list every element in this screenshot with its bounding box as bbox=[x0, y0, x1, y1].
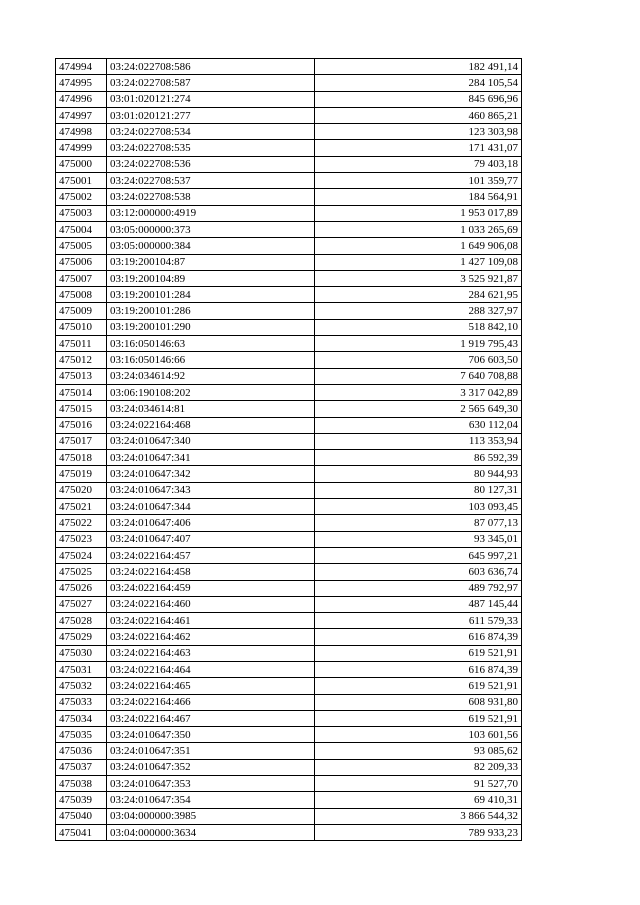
value-cell: 706 603,50 bbox=[315, 352, 522, 368]
row-id-cell: 475019 bbox=[56, 466, 107, 482]
cadastral-number-cell: 03:24:022164:463 bbox=[107, 645, 315, 661]
cadastral-number-cell: 03:24:010647:350 bbox=[107, 727, 315, 743]
row-id-cell: 475000 bbox=[56, 156, 107, 172]
table-row bbox=[56, 75, 522, 91]
value-cell: 487 145,44 bbox=[315, 596, 522, 612]
cadastral-number-cell: 03:01:020121:274 bbox=[107, 91, 315, 107]
value-cell: 2 565 649,30 bbox=[315, 401, 522, 417]
table-row bbox=[56, 759, 522, 775]
cadastral-number-cell: 03:04:000000:3634 bbox=[107, 824, 315, 840]
cadastral-number-cell: 03:24:022708:538 bbox=[107, 189, 315, 205]
value-cell: 619 521,91 bbox=[315, 678, 522, 694]
value-cell: 103 601,56 bbox=[315, 727, 522, 743]
value-cell: 611 579,33 bbox=[315, 613, 522, 629]
value-cell: 3 317 042,89 bbox=[315, 384, 522, 400]
table-row bbox=[56, 727, 522, 743]
cadastral-number-cell: 03:19:200101:290 bbox=[107, 319, 315, 335]
cadastral-number-cell: 03:19:200104:89 bbox=[107, 270, 315, 286]
row-id-cell: 475007 bbox=[56, 270, 107, 286]
row-id-cell: 475006 bbox=[56, 254, 107, 270]
table-row bbox=[56, 645, 522, 661]
cadastral-number-cell: 03:24:022164:457 bbox=[107, 547, 315, 563]
row-id-cell: 475040 bbox=[56, 808, 107, 824]
row-id-cell: 475013 bbox=[56, 368, 107, 384]
row-id-cell: 475009 bbox=[56, 303, 107, 319]
row-id-cell: 475035 bbox=[56, 727, 107, 743]
table-row bbox=[56, 515, 522, 531]
table-row bbox=[56, 629, 522, 645]
row-id-cell: 475001 bbox=[56, 173, 107, 189]
table-row bbox=[56, 547, 522, 563]
cadastral-number-cell: 03:16:050146:63 bbox=[107, 336, 315, 352]
row-id-cell: 474997 bbox=[56, 107, 107, 123]
table-row bbox=[56, 710, 522, 726]
row-id-cell: 475032 bbox=[56, 678, 107, 694]
cadastral-number-cell: 03:24:010647:342 bbox=[107, 466, 315, 482]
value-cell: 69 410,31 bbox=[315, 792, 522, 808]
table-row bbox=[56, 254, 522, 270]
value-cell: 619 521,91 bbox=[315, 645, 522, 661]
table-row bbox=[56, 368, 522, 384]
cadastral-number-cell: 03:24:010647:354 bbox=[107, 792, 315, 808]
table-row bbox=[56, 792, 522, 808]
table-row bbox=[56, 450, 522, 466]
table-row bbox=[56, 287, 522, 303]
value-cell: 82 209,33 bbox=[315, 759, 522, 775]
table-row bbox=[56, 531, 522, 547]
cadastral-number-cell: 03:24:022708:537 bbox=[107, 173, 315, 189]
cadastral-number-cell: 03:24:022164:466 bbox=[107, 694, 315, 710]
row-id-cell: 475018 bbox=[56, 450, 107, 466]
row-id-cell: 475027 bbox=[56, 596, 107, 612]
row-id-cell: 475016 bbox=[56, 417, 107, 433]
table-row bbox=[56, 433, 522, 449]
value-cell: 518 842,10 bbox=[315, 319, 522, 335]
cadastral-number-cell: 03:24:010647:406 bbox=[107, 515, 315, 531]
cadastral-number-cell: 03:19:200101:286 bbox=[107, 303, 315, 319]
value-cell: 86 592,39 bbox=[315, 450, 522, 466]
row-id-cell: 475028 bbox=[56, 613, 107, 629]
value-cell: 101 359,77 bbox=[315, 173, 522, 189]
row-id-cell: 475041 bbox=[56, 824, 107, 840]
table-row bbox=[56, 156, 522, 172]
row-id-cell: 475039 bbox=[56, 792, 107, 808]
table-body bbox=[56, 59, 522, 841]
row-id-cell: 475014 bbox=[56, 384, 107, 400]
table-row bbox=[56, 401, 522, 417]
value-cell: 619 521,91 bbox=[315, 710, 522, 726]
table-row bbox=[56, 824, 522, 840]
value-cell: 1 919 795,43 bbox=[315, 336, 522, 352]
value-cell: 171 431,07 bbox=[315, 140, 522, 156]
value-cell: 489 792,97 bbox=[315, 580, 522, 596]
cadastral-number-cell: 03:24:022164:468 bbox=[107, 417, 315, 433]
row-id-cell: 475037 bbox=[56, 759, 107, 775]
row-id-cell: 475002 bbox=[56, 189, 107, 205]
cadastral-number-cell: 03:24:022164:459 bbox=[107, 580, 315, 596]
cadastral-number-cell: 03:01:020121:277 bbox=[107, 107, 315, 123]
value-cell: 630 112,04 bbox=[315, 417, 522, 433]
value-cell: 3 525 921,87 bbox=[315, 270, 522, 286]
value-cell: 87 077,13 bbox=[315, 515, 522, 531]
row-id-cell: 475008 bbox=[56, 287, 107, 303]
cadastral-number-cell: 03:24:022708:535 bbox=[107, 140, 315, 156]
value-cell: 608 931,80 bbox=[315, 694, 522, 710]
cadastral-number-cell: 03:24:022708:536 bbox=[107, 156, 315, 172]
value-cell: 3 866 544,32 bbox=[315, 808, 522, 824]
row-id-cell: 475030 bbox=[56, 645, 107, 661]
row-id-cell: 475025 bbox=[56, 564, 107, 580]
row-id-cell: 475010 bbox=[56, 319, 107, 335]
row-id-cell: 475003 bbox=[56, 205, 107, 221]
table-row bbox=[56, 107, 522, 123]
cadastral-number-cell: 03:04:000000:3985 bbox=[107, 808, 315, 824]
value-cell: 603 636,74 bbox=[315, 564, 522, 580]
cadastral-number-cell: 03:19:200101:284 bbox=[107, 287, 315, 303]
row-id-cell: 475024 bbox=[56, 547, 107, 563]
row-id-cell: 474999 bbox=[56, 140, 107, 156]
value-cell: 123 303,98 bbox=[315, 124, 522, 140]
table-row bbox=[56, 336, 522, 352]
cadastral-number-cell: 03:24:022708:534 bbox=[107, 124, 315, 140]
table-row bbox=[56, 319, 522, 335]
value-cell: 7 640 708,88 bbox=[315, 368, 522, 384]
cadastral-number-cell: 03:24:010647:407 bbox=[107, 531, 315, 547]
value-cell: 288 327,97 bbox=[315, 303, 522, 319]
cadastral-number-cell: 03:24:034614:92 bbox=[107, 368, 315, 384]
table-row bbox=[56, 776, 522, 792]
row-id-cell: 475026 bbox=[56, 580, 107, 596]
value-cell: 1 033 265,69 bbox=[315, 221, 522, 237]
cadastral-number-cell: 03:24:034614:81 bbox=[107, 401, 315, 417]
table-row bbox=[56, 270, 522, 286]
table-row bbox=[56, 124, 522, 140]
table-row bbox=[56, 743, 522, 759]
value-cell: 284 621,95 bbox=[315, 287, 522, 303]
row-id-cell: 474994 bbox=[56, 59, 107, 75]
row-id-cell: 475034 bbox=[56, 710, 107, 726]
table-row bbox=[56, 303, 522, 319]
value-cell: 789 933,23 bbox=[315, 824, 522, 840]
row-id-cell: 474995 bbox=[56, 75, 107, 91]
cadastral-number-cell: 03:12:000000:4919 bbox=[107, 205, 315, 221]
row-id-cell: 475011 bbox=[56, 336, 107, 352]
value-cell: 1 649 906,08 bbox=[315, 238, 522, 254]
table-row bbox=[56, 466, 522, 482]
row-id-cell: 475005 bbox=[56, 238, 107, 254]
table-row bbox=[56, 205, 522, 221]
cadastral-number-cell: 03:24:010647:352 bbox=[107, 759, 315, 775]
table-row bbox=[56, 140, 522, 156]
cadastral-number-cell: 03:24:022164:458 bbox=[107, 564, 315, 580]
value-cell: 80 944,93 bbox=[315, 466, 522, 482]
cadastral-number-cell: 03:19:200104:87 bbox=[107, 254, 315, 270]
table-row bbox=[56, 238, 522, 254]
table-row bbox=[56, 596, 522, 612]
value-cell: 91 527,70 bbox=[315, 776, 522, 792]
value-cell: 79 403,18 bbox=[315, 156, 522, 172]
row-id-cell: 475033 bbox=[56, 694, 107, 710]
cadastral-number-cell: 03:24:010647:341 bbox=[107, 450, 315, 466]
value-cell: 93 345,01 bbox=[315, 531, 522, 547]
row-id-cell: 475004 bbox=[56, 221, 107, 237]
table-row bbox=[56, 221, 522, 237]
value-cell: 93 085,62 bbox=[315, 743, 522, 759]
row-id-cell: 475038 bbox=[56, 776, 107, 792]
value-cell: 616 874,39 bbox=[315, 661, 522, 677]
cadastral-number-cell: 03:24:010647:344 bbox=[107, 499, 315, 515]
cadastral-number-cell: 03:24:010647:351 bbox=[107, 743, 315, 759]
value-cell: 103 093,45 bbox=[315, 499, 522, 515]
value-cell: 1 953 017,89 bbox=[315, 205, 522, 221]
cadastral-number-cell: 03:05:000000:373 bbox=[107, 221, 315, 237]
row-id-cell: 475036 bbox=[56, 743, 107, 759]
cadastral-number-cell: 03:24:010647:343 bbox=[107, 482, 315, 498]
row-id-cell: 475023 bbox=[56, 531, 107, 547]
table-row bbox=[56, 564, 522, 580]
cadastral-number-cell: 03:16:050146:66 bbox=[107, 352, 315, 368]
table-row bbox=[56, 384, 522, 400]
cadastral-number-cell: 03:24:022708:587 bbox=[107, 75, 315, 91]
table-row bbox=[56, 173, 522, 189]
row-id-cell: 474996 bbox=[56, 91, 107, 107]
table-row bbox=[56, 499, 522, 515]
row-id-cell: 474998 bbox=[56, 124, 107, 140]
table-row bbox=[56, 580, 522, 596]
row-id-cell: 475029 bbox=[56, 629, 107, 645]
table-row bbox=[56, 613, 522, 629]
table-row bbox=[56, 808, 522, 824]
row-id-cell: 475017 bbox=[56, 433, 107, 449]
table-row bbox=[56, 59, 522, 75]
table-row bbox=[56, 352, 522, 368]
row-id-cell: 475031 bbox=[56, 661, 107, 677]
cadastral-value-table bbox=[55, 58, 522, 841]
cadastral-number-cell: 03:24:022164:460 bbox=[107, 596, 315, 612]
table-row bbox=[56, 189, 522, 205]
cadastral-number-cell: 03:24:010647:340 bbox=[107, 433, 315, 449]
value-cell: 182 491,14 bbox=[315, 59, 522, 75]
row-id-cell: 475021 bbox=[56, 499, 107, 515]
cadastral-number-cell: 03:24:022164:465 bbox=[107, 678, 315, 694]
table-row bbox=[56, 91, 522, 107]
cadastral-number-cell: 03:05:000000:384 bbox=[107, 238, 315, 254]
table-row bbox=[56, 678, 522, 694]
cadastral-number-cell: 03:24:022164:462 bbox=[107, 629, 315, 645]
row-id-cell: 475015 bbox=[56, 401, 107, 417]
value-cell: 645 997,21 bbox=[315, 547, 522, 563]
table-row bbox=[56, 417, 522, 433]
cadastral-number-cell: 03:24:022164:464 bbox=[107, 661, 315, 677]
table-row bbox=[56, 661, 522, 677]
row-id-cell: 475020 bbox=[56, 482, 107, 498]
cadastral-number-cell: 03:24:022164:461 bbox=[107, 613, 315, 629]
value-cell: 845 696,96 bbox=[315, 91, 522, 107]
value-cell: 113 353,94 bbox=[315, 433, 522, 449]
cadastral-number-cell: 03:06:190108:202 bbox=[107, 384, 315, 400]
table-row bbox=[56, 482, 522, 498]
value-cell: 460 865,21 bbox=[315, 107, 522, 123]
value-cell: 80 127,31 bbox=[315, 482, 522, 498]
row-id-cell: 475022 bbox=[56, 515, 107, 531]
cadastral-number-cell: 03:24:022164:467 bbox=[107, 710, 315, 726]
value-cell: 1 427 109,08 bbox=[315, 254, 522, 270]
value-cell: 284 105,54 bbox=[315, 75, 522, 91]
cadastral-number-cell: 03:24:010647:353 bbox=[107, 776, 315, 792]
row-id-cell: 475012 bbox=[56, 352, 107, 368]
cadastral-number-cell: 03:24:022708:586 bbox=[107, 59, 315, 75]
value-cell: 184 564,91 bbox=[315, 189, 522, 205]
table-row bbox=[56, 694, 522, 710]
value-cell: 616 874,39 bbox=[315, 629, 522, 645]
